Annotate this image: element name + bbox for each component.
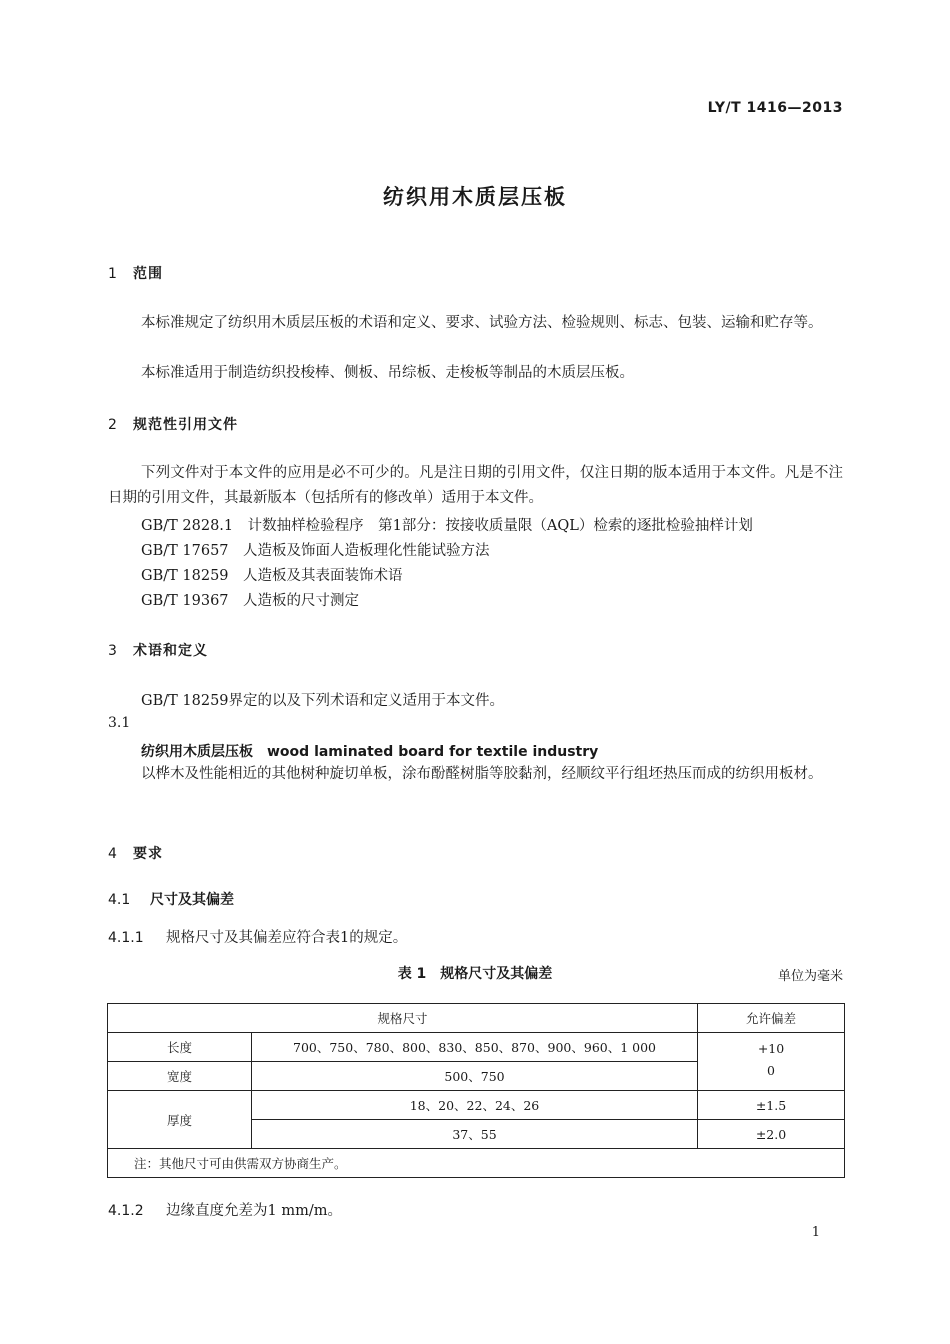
section-number: 1 [108,266,118,282]
section-number: 2 [108,417,118,433]
header-tolerance: 允许偏差 [698,1004,845,1033]
section-number: 4 [108,846,118,862]
cell-width-values: 500、750 [252,1062,698,1091]
section-title: 规范性引用文件 [133,417,238,433]
clause-number: 4.1.1 [108,930,144,946]
section-number: 3 [108,643,118,659]
paragraph: 本标准规定了纺织用木质层压板的术语和定义、要求、试验方法、检验规则、标志、包装、运输和贮存等。 [141,315,823,331]
reference-item: GB/T 17657 人造板及饰面人造板理化性能试验方法 [141,543,490,559]
clause-4-1-1 [108,926,407,947]
page-number: 1 [811,1225,820,1240]
reference-item: GB/T 18259 人造板及其表面装饰术语 [141,568,403,584]
dimension-table [107,1003,845,1178]
paragraph: 本标准适用于制造纺织投梭棒、侧板、吊综板、走梭板等制品的木质层压板。 [141,365,634,381]
table-unit: 单位为毫米 [777,969,843,984]
row-label-thickness: 厚度 [108,1091,252,1149]
clause-4-1-2 [108,1199,342,1220]
section-title: 范围 [133,266,163,282]
cell-thickness-values-1: 18、20、22、24、26 [252,1091,698,1120]
header-spec: 规格尺寸 [108,1004,698,1033]
section-1-heading [108,263,163,283]
section-title: 要求 [133,846,163,862]
reference-item: GB/T 2828.1 计数抽样检验程序 第1部分：按接收质量限（AQL）检索的逐批检验抽样计划 [141,518,753,534]
reference-item: GB/T 19367 人造板的尺寸测定 [141,593,360,609]
tolerance-lower: 0 [767,1062,775,1078]
term-title: 纺织用木质层压板 wood laminated board for textile industry [141,744,599,760]
document-code: LY/T 1416—2013 [707,100,843,116]
paragraph: GB/T 18259界定的以及下列术语和定义适用于本文件。 [141,693,505,709]
cell-thickness-tolerance-1: ±1.5 [698,1091,845,1120]
table-note: 注：其他尺寸可由供需双方协商生产。 [108,1149,845,1178]
cell-thickness-tolerance-2: ±2.0 [698,1120,845,1149]
clause-text: 边缘直度允差为1 mm/m。 [166,1203,342,1219]
cell-thickness-values-2: 37、55 [252,1120,698,1149]
row-label-length: 长度 [108,1033,252,1062]
paragraph: 下列文件对于本文件的应用是必不可少的。凡是注日期的引用文件，仅注日期的版本适用于本文件。凡是不注日期的引用文件，其最新版本（包括所有的修改单）适用于本文件。 [108,465,843,506]
cell-tolerance-length-width [698,1033,845,1091]
clause-text: 规格尺寸及其偏差应符合表1的规定。 [166,930,408,946]
section-4-heading [108,843,163,863]
clause-number: 4.1.2 [108,1203,144,1219]
section-3-heading [108,640,208,660]
subsection-number: 4.1 [108,892,131,908]
term-number: 3.1 [108,715,131,731]
page-title: 纺织用木质层压板 [383,185,567,209]
term-definition: 以桦木及性能相近的其他树种旋切单板，涂布酚醛树脂等胶黏剂，经顺纹平行组坯热压而成的纺织用板材。 [141,766,823,782]
table-caption: 表 1 规格尺寸及其偏差 [397,966,553,982]
tolerance-upper: +10 [757,1040,785,1056]
section-2-heading [108,414,238,434]
subsection-title: 尺寸及其偏差 [150,892,234,908]
cell-length-values: 700、750、780、800、830、850、870、900、960、1 000 [252,1033,698,1062]
subsection-4-1-heading [108,889,234,909]
section-title: 术语和定义 [133,643,208,659]
row-label-width: 宽度 [108,1062,252,1091]
